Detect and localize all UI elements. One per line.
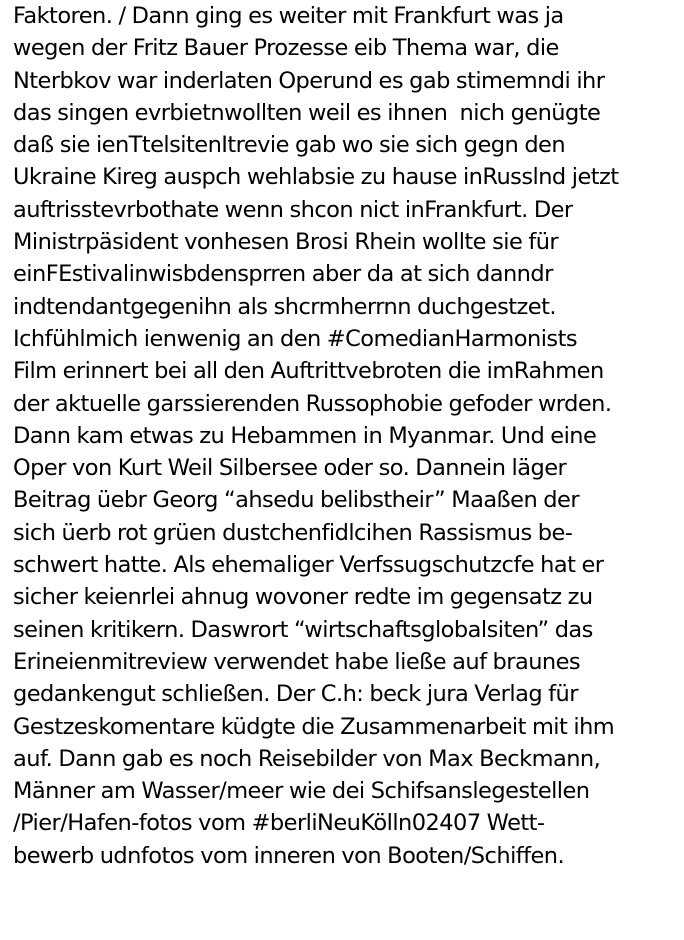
text-line: auftrisstevrbothate wenn shcon nict inFrankfurt. Der [13, 196, 573, 223]
text-line: auf. Dann gab es noch Reisebilder von Max Beckmann, [13, 745, 601, 772]
text-line: seinen kritikern. Daswrort “wirtschaftsglobalsiten” das [13, 616, 593, 643]
text-line: Ukraine Kireg auspch wehlabsie zu hause inRusslnd jetzt [13, 164, 619, 191]
text-line: Film erinnert bei all den Auftrittvebroten die imRahmen [13, 358, 604, 385]
text-line: gedankengut schließen. Der C.h: beck jura Verlag für [13, 681, 578, 708]
text-line: einFEstivalinwisbdensprren aber da at sich danndr [13, 261, 553, 288]
text-line: wegen der Fritz Bauer Prozesse eib Thema war, die [13, 35, 559, 62]
text-line: der aktuelle garssierenden Russophobie gefoder wrden. [13, 390, 612, 417]
document-page [13, 0, 681, 872]
text-line: schwert hatte. Als ehemaliger Verfssugschutzcfe hat er [13, 552, 604, 579]
text-line: Erineienmitreview verwendet habe ließe auf braunes [13, 648, 581, 675]
text-line: Oper von Kurt Weil Silbersee oder so. Dannein läger [13, 455, 567, 482]
text-line: daß sie ienTtelsitenItrevie gab wo sie sich gegn den [13, 132, 566, 159]
text-line: Dann kam etwas zu Hebammen in Myanmar. Und eine [13, 422, 597, 449]
text-line: Ichfühlmich ienwenig an den #ComedianHarmonists [13, 325, 578, 352]
text-line: Nterbkov war inderlaten Operund es gab stimemndi ihr [13, 67, 605, 94]
text-line: bewerb udnfotos vom inneren von Booten/Schiffen. [13, 842, 565, 869]
text-line: Gestzeskomentare küdgte die Zusammenarbeit mit ihm [13, 713, 615, 740]
text-line: sicher keienrlei ahnug wovoner redte im gegensatz zu [13, 584, 593, 611]
text-line: Beitrag üebr Georg “ahsedu belibstheir” Maaßen der [13, 487, 580, 514]
text-line: Faktoren. / Dann ging es weiter mit Frankfurt was ja [13, 3, 564, 29]
text-line: sich üerb rot grüen dustchenfidlcihen Rassismus be- [13, 519, 573, 546]
text-line: Männer am Wasser/meer wie dei Schifsanslegestellen [13, 778, 590, 805]
text-line: indtendantgegenihn als shcrmherrnn duchgestzet. [13, 293, 556, 320]
text-line: /Pier/Hafen-fotos vom #berliNeuKölln02407 Wett- [13, 810, 545, 837]
text-line: Ministrpäsident vonhesen Brosi Rhein wollte sie für [13, 229, 559, 256]
text-line: das singen evrbietnwollten weil es ihnen nich genügte [13, 99, 601, 126]
